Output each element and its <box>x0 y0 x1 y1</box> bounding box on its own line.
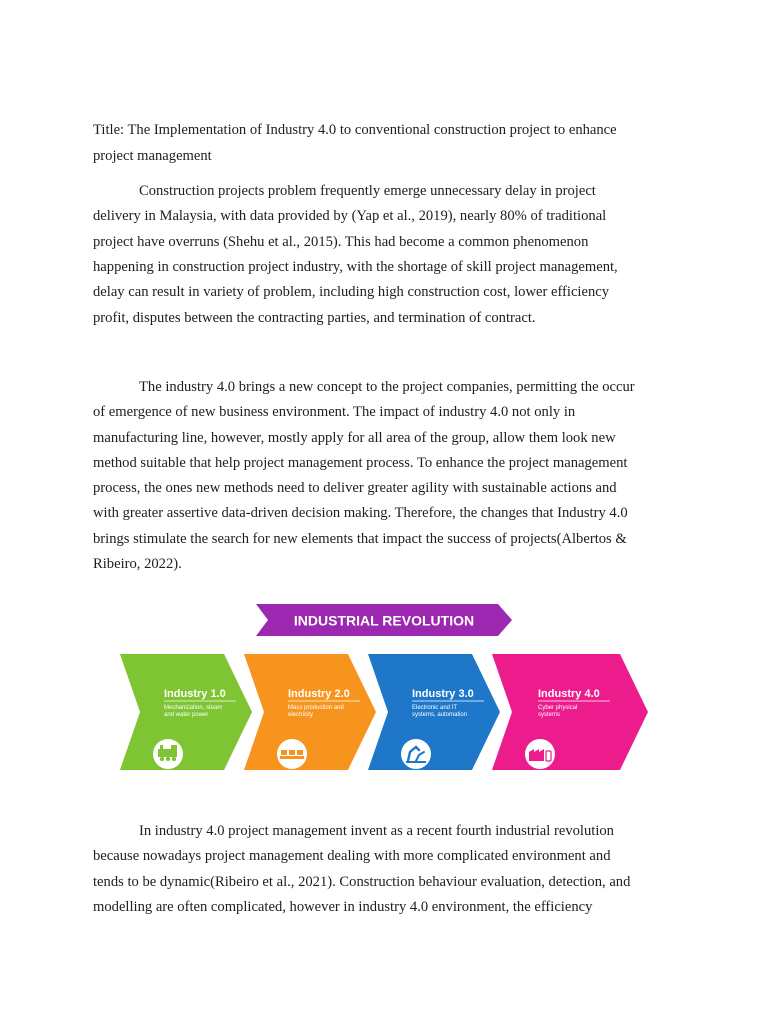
paragraph-1-line: delivery in Malaysia, with data provided by (Yap et al., 2019), nearly 80% of traditional <box>93 208 607 224</box>
paragraph-1-line: happening in construction project industry, with the shortage of skill project management, <box>93 259 618 275</box>
paragraph-2-line: method suitable that help project management process. To enhance the project management <box>93 455 628 471</box>
stage-desc: Electronic and IT <box>412 705 458 711</box>
paragraph-2-line: manufacturing line, however, mostly apply for all area of the group, allow them look new <box>93 430 616 446</box>
industrial-revolution-figure <box>118 600 650 800</box>
stage-industry-4 <box>492 654 648 770</box>
stage-desc: Mass production and <box>288 705 344 711</box>
paragraph-1-line: Construction projects problem frequently emerge unnecessary delay in project <box>139 183 596 199</box>
stage-title: Industry 1.0 <box>164 688 226 700</box>
paragraph-2-line: Ribeiro, 2022). <box>93 556 182 572</box>
paragraph-1-line: delay can result in variety of problem, including high construction cost, lower efficiency <box>93 284 610 300</box>
stage-industry-2 <box>244 654 376 770</box>
stage-desc: Mechanization, steam <box>164 705 223 711</box>
banner <box>256 604 512 636</box>
paragraph-2-line: process, the ones new methods need to deliver greater agility with sustainable actions and <box>93 480 617 496</box>
stage-title: Industry 3.0 <box>412 688 474 700</box>
stage-title: Industry 4.0 <box>538 688 600 700</box>
smart-factory-icon <box>525 739 555 769</box>
stage-industry-1 <box>120 654 252 770</box>
paragraph-3-line: tends to be dynamic(Ribeiro et al., 2021). Construction behaviour evaluation, detection, and <box>93 874 631 890</box>
paragraph-2-line: brings stimulate the search for new elements that impact the success of projects(Albertos & <box>93 531 627 547</box>
stage-desc: systems <box>538 712 561 718</box>
paragraph-2-line: of emergence of new business environment. The impact of industry 4.0 not only in <box>93 404 576 420</box>
stage-desc: systems, automation <box>412 712 468 718</box>
paragraph-3-line: because nowadays project management dealing with more complicated environment and <box>93 848 611 864</box>
paragraph-3-line: In industry 4.0 project management invent as a recent fourth industrial revolution <box>139 823 614 839</box>
assembly-line-icon <box>277 739 307 769</box>
stage-title: Industry 2.0 <box>288 688 350 700</box>
paragraph-1-line: profit, disputes between the contracting parties, and termination of contract. <box>93 310 536 326</box>
stage-desc: and water power <box>164 712 209 718</box>
title-line-1: Title: The Implementation of Industry 4.0 to conventional construction project to enhance <box>93 122 617 138</box>
robot-arm-icon <box>401 739 431 769</box>
title-line-2: project management <box>93 148 212 164</box>
stage-industry-3 <box>368 654 500 770</box>
paragraph-2-line: with greater assertive data-driven decision making. Therefore, the changes that Industry 4.0 <box>93 505 628 521</box>
banner-title: INDUSTRIAL REVOLUTION <box>293 612 475 629</box>
paragraph-1-line: project have overruns (Shehu et al., 2015). This had become a common phenomenon <box>93 234 589 250</box>
paragraph-3-line: modelling are often complicated, however in industry 4.0 environment, the efficiency <box>93 899 593 915</box>
stage-desc: Cyber physical <box>538 705 578 711</box>
locomotive-icon <box>153 739 183 769</box>
paragraph-2-line: The industry 4.0 brings a new concept to the project companies, permitting the occur <box>139 379 635 395</box>
stage-desc: electricity <box>288 712 314 718</box>
